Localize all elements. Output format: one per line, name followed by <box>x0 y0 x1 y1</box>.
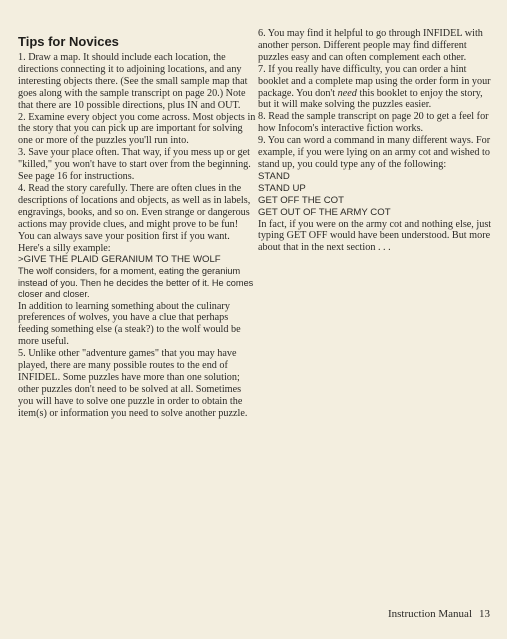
command-example: GET OFF THE COT <box>258 194 344 206</box>
tip-7 <box>258 64 494 112</box>
left-column <box>18 34 256 420</box>
command-example: GET OUT OF THE ARMY COT <box>258 206 391 218</box>
command-example: STAND <box>258 170 290 182</box>
tip-3: 3. Save your place often. That way, if you mess up or get "killed," you won't have to start over from the beginning. See page 16 for instructions. <box>18 147 251 183</box>
tip-4: 4. Read the story carefully. There are often clues in the descriptions of locations and objects, as well as in labels, engravings, books, and so on. Even strange or dangerous actions may provide clues, and might prove to be fun! You can always save your position first if you want. Here's a silly example: <box>18 182 251 254</box>
tip-7-text-a: 7. If you really have difficulty, you can order a hint booklet and a complete map using the order form in your package. You don't <box>258 63 491 99</box>
right-column <box>258 28 494 254</box>
command-example: STAND UP <box>258 182 306 194</box>
tip-8: 8. Read the sample transcript on page 20 to get a feel for how Infocom's interactive fiction works. <box>258 111 489 135</box>
example-command: >GIVE THE PLAID GERANIUM TO THE WOLF <box>18 254 221 266</box>
page-footer <box>360 608 490 620</box>
tip-2: 2. Examine every object you come across. Most objects in the story that you can pick up are important for solving one or more of the puzzles you'll run into. <box>18 111 256 147</box>
tip-5: 5. Unlike other "adventure games" that you may have played, there are many possible routes to the end of INFIDEL. Some puzzles have more than one solution; other puzzles don't need to be solved at all. Sometimes you will have to solve one puzzle in order to obtain the item(s) or information you need to solve another puzzle. <box>18 348 248 419</box>
example-response: The wolf considers, for a moment, eating the geranium instead of you. Then he decides the better of it. He comes closer and closer. <box>18 266 254 300</box>
section-title: Tips for Novices <box>18 34 119 49</box>
tip-1: 1. Draw a map. It should include each location, the directions connecting it to adjoining locations, and any interesting objects there. (See the small sample map that goes along with the sample transcript on page 20.) Note that there are 10 possible directions, plus IN and OUT. <box>18 52 248 111</box>
page-number: 13 <box>479 608 490 620</box>
footer-label: Instruction Manual <box>387 608 472 620</box>
tip-9: 9. You can word a command in many different ways. For example, if you were lying on an army cot and wished to stand up, you could type any of the following: <box>258 135 491 170</box>
tip-7-text-b: this booklet to enjoy the story, but it will make solving the puzzles easier. <box>258 87 483 111</box>
closing-paragraph: In fact, if you were on the army cot and nothing else, just typing GET OFF would have been understood. But more about that in the next section . . . <box>258 218 492 254</box>
tip-6: 6. You may find it helpful to go through INFIDEL with another person. Different people may find different puzzles easy and can often complement each other. <box>258 28 483 63</box>
tip-4-followup: In addition to learning something about the culinary preferences of wolves, you have a clue that perhaps feeding something else (a steak?) to the wolf would be more useful. <box>18 300 241 348</box>
tip-7-emphasis: need <box>337 87 357 99</box>
